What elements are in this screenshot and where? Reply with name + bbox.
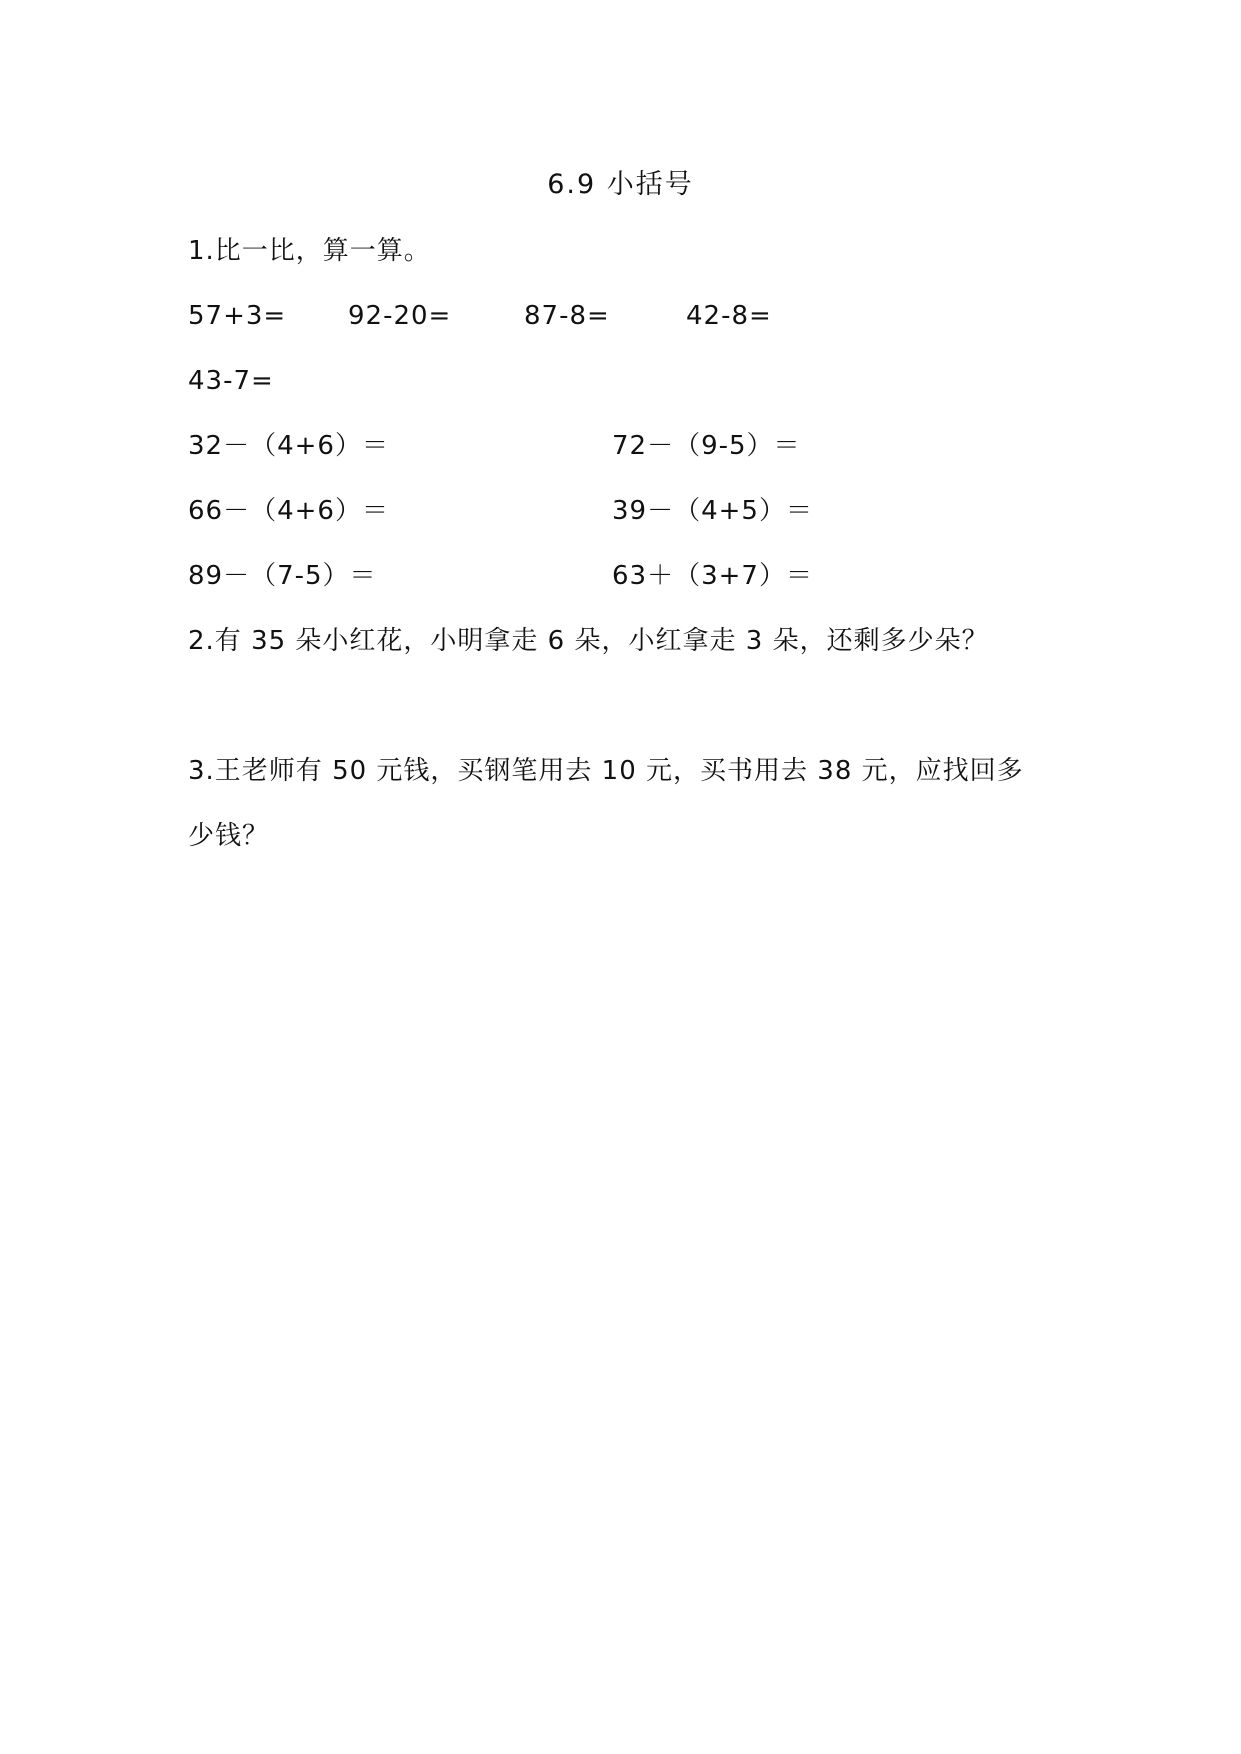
expression-66-minus-paren: 66－（4+6）＝ [188, 496, 389, 526]
question-3-line-2: 少钱？ [188, 821, 270, 851]
page-title: 6.9 小括号 [547, 169, 694, 200]
question-3-line-1: 3.王老师有 50 元钱，买钢笔用去 10 元，买书用去 38 元，应找回多 [188, 756, 1024, 786]
question-1-heading: 1.比一比，算一算。 [188, 236, 431, 266]
expression-39-minus-paren: 39－（4+5）＝ [612, 496, 813, 526]
expression-87-minus-8: 87-8= [524, 301, 610, 331]
expression-89-minus-paren: 89－（7-5）＝ [188, 561, 377, 591]
expression-92-minus-20: 92-20= [348, 301, 452, 331]
expression-43-minus-7: 43-7= [188, 366, 274, 396]
expression-57-plus-3: 57+3= [188, 301, 287, 331]
question-2-text: 2.有 35 朵小红花，小明拿走 6 朵，小红拿走 3 朵，还剩多少朵？ [188, 626, 989, 656]
expression-32-minus-paren: 32－（4+6）＝ [188, 431, 389, 461]
expression-63-plus-paren: 63＋（3+7）＝ [612, 561, 813, 591]
expression-72-minus-paren: 72－（9-5）＝ [612, 431, 801, 461]
expression-42-minus-8: 42-8= [686, 301, 772, 331]
